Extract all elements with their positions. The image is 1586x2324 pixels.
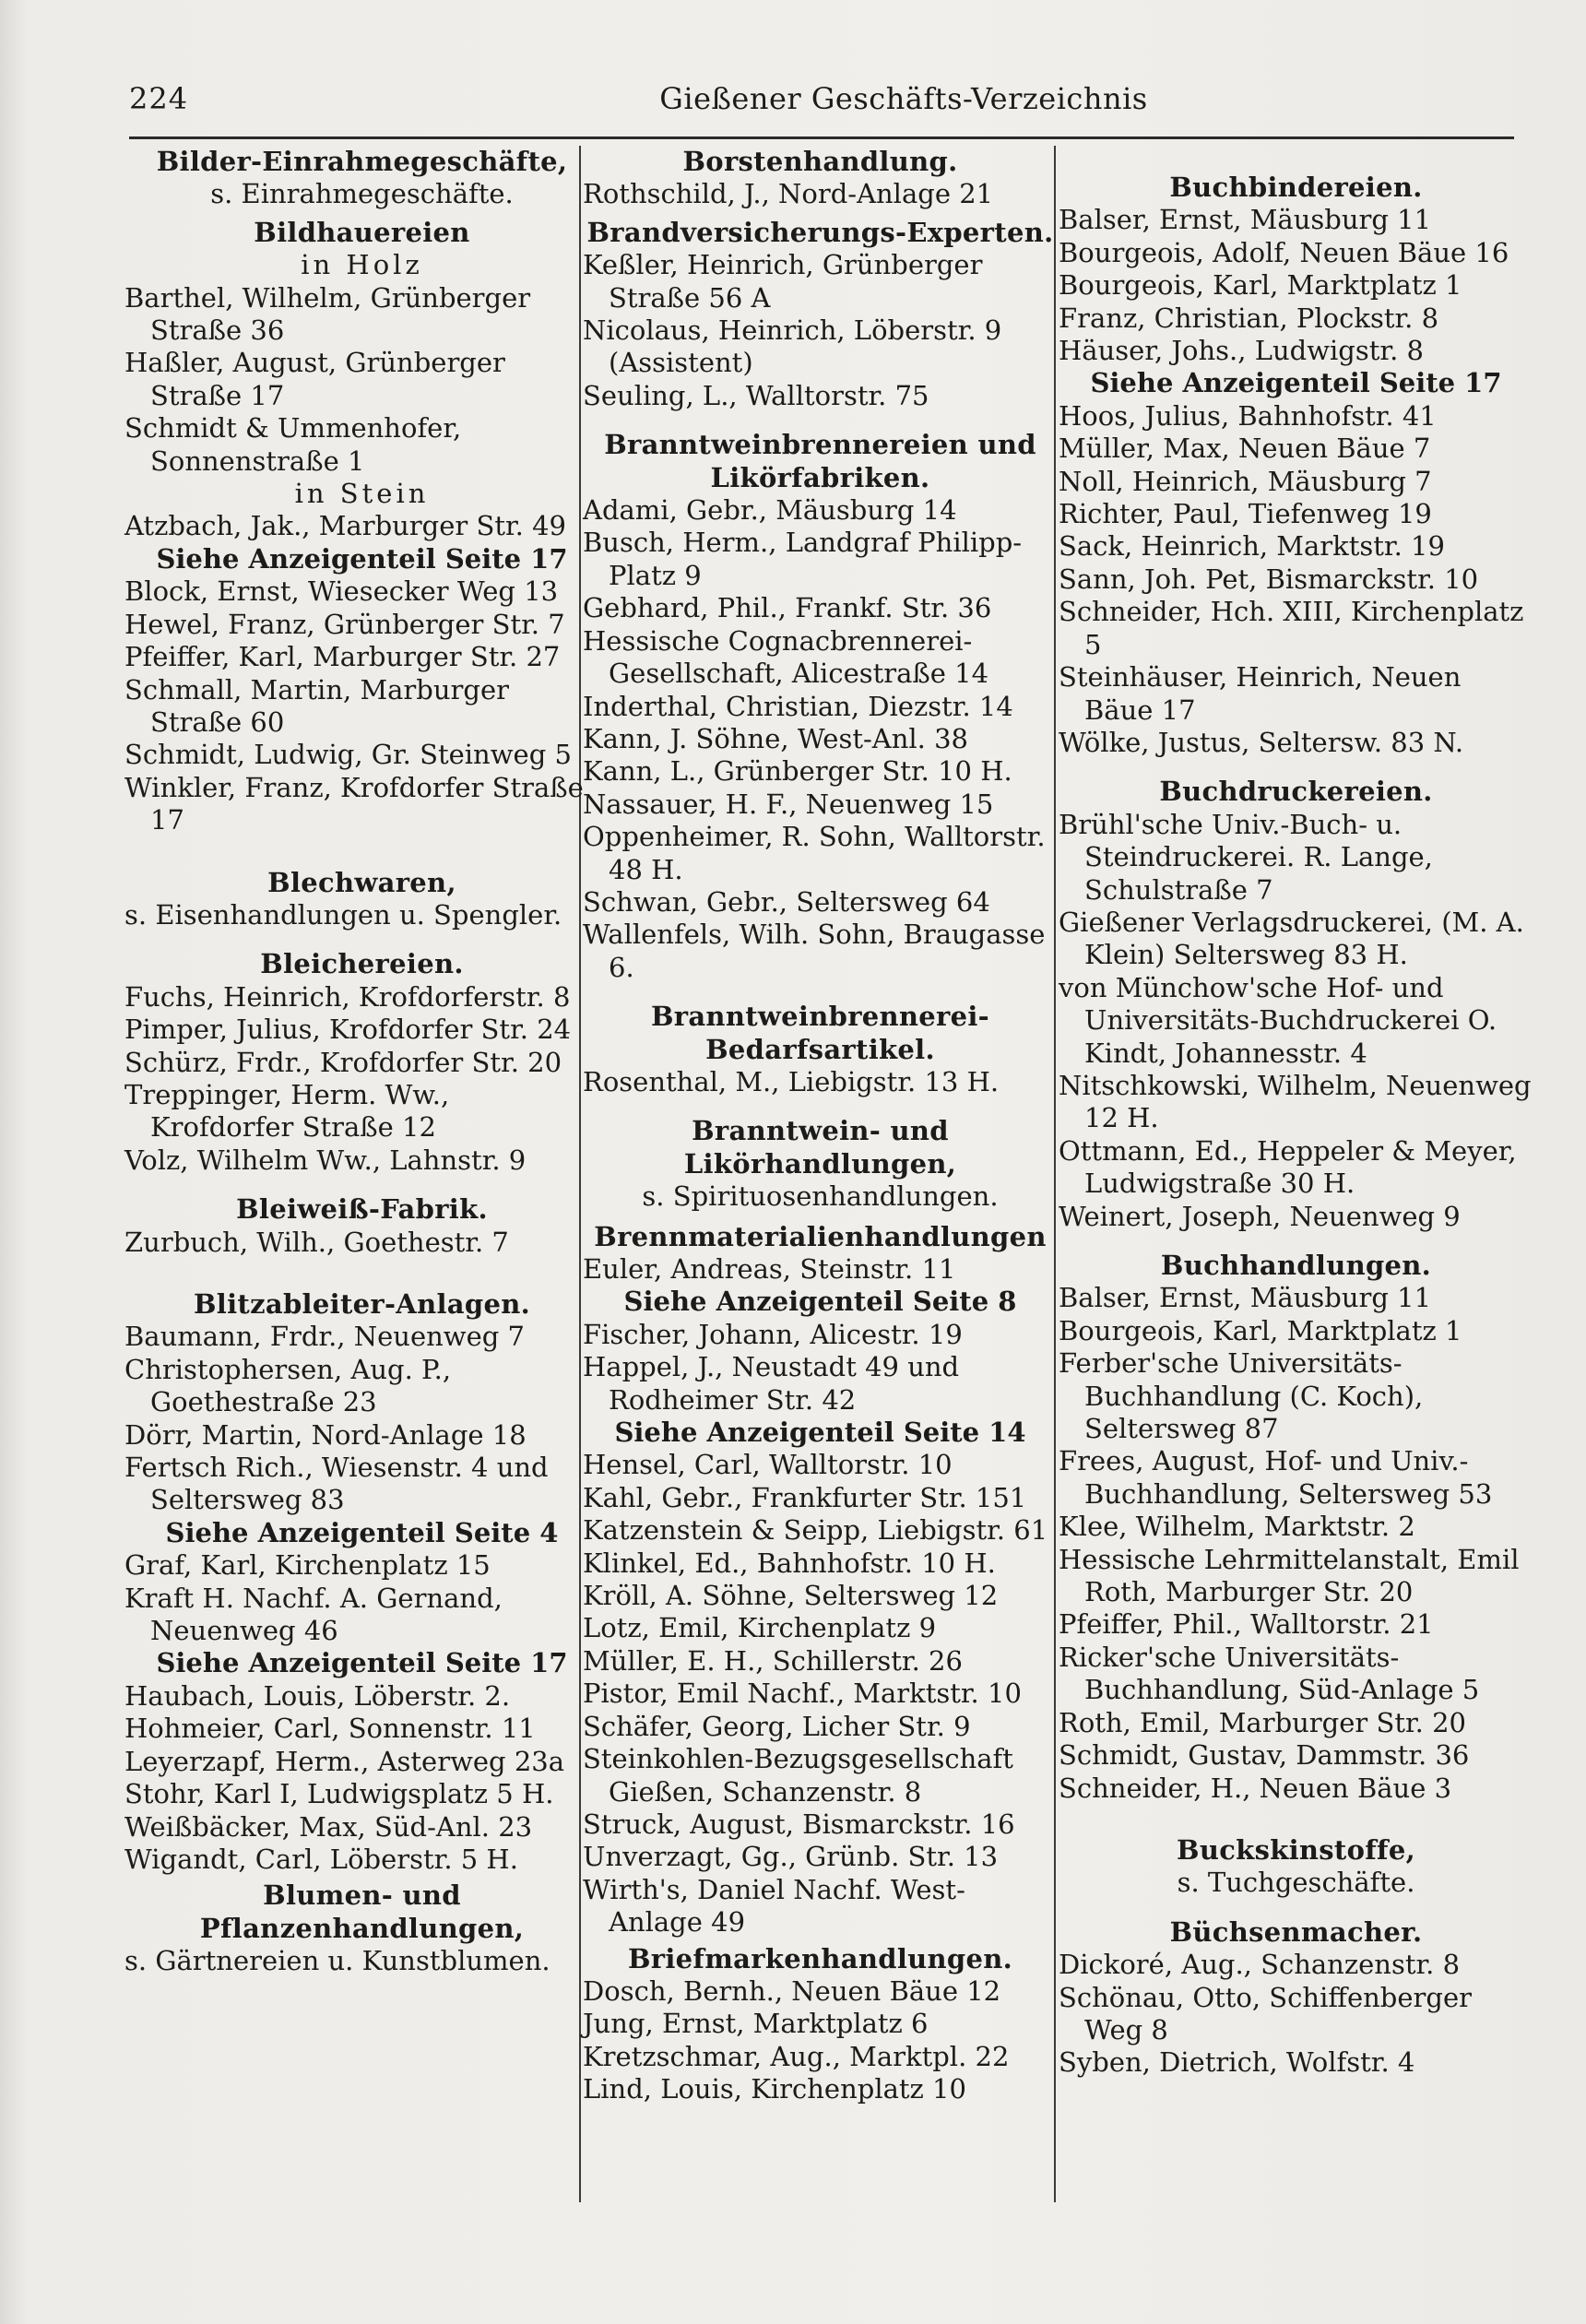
list-item: Inderthal, Christian, Diezstr. 14	[583, 690, 1013, 722]
list-item: Graf, Karl, Kirchenplatz 15	[124, 1549, 491, 1582]
list-item: Barthel, Wilhelm, Grünberger Straße 36	[124, 281, 531, 347]
list-item: Wallenfels, Wilh. Sohn, Braugasse 6.	[583, 919, 1046, 983]
list-item: Kröll, A. Söhne, Seltersweg 12	[583, 1580, 999, 1612]
list-item: Steinhäuser, Heinrich, Neuen Bäue 17	[1059, 661, 1462, 726]
list-item: Busch, Herm., Landgraf Philipp-Platz 9	[583, 527, 1023, 591]
list-item: Frees, August, Hof- und Univ.-Buchhandlung, Seltersweg 53	[1059, 1445, 1493, 1510]
column-right	[1059, 146, 1533, 2080]
list-item: Unverzagt, Gg., Grünb. Str. 13	[583, 1841, 999, 1873]
list-item: Euler, Andreas, Steinstr. 11	[583, 1253, 956, 1285]
section-heading: Buckskinstoffe,	[1177, 1833, 1415, 1866]
section-heading: Brandversicherungs-Experten.	[586, 216, 1054, 248]
list-item: Baumann, Frdr., Neuenweg 7	[124, 1321, 526, 1353]
list-item: Hohmeier, Carl, Sonnenstr. 11	[124, 1713, 536, 1745]
list-item: Noll, Heinrich, Mäusburg 7	[1059, 465, 1432, 497]
section-heading: Blumen- und Pflanzenhandlungen,	[199, 1879, 525, 1944]
list-item: Rothschild, J., Nord-Anlage 21	[583, 178, 994, 210]
list-item: Schäfer, Georg, Licher Str. 9	[583, 1710, 971, 1742]
page-header	[129, 81, 1512, 136]
list-item: Weinert, Joseph, Neuenweg 9	[1059, 1200, 1461, 1232]
list-item: Jung, Ernst, Marktplatz 6	[583, 2008, 929, 2040]
ad-reference: Siehe Anzeigenteil Seite 17	[1090, 367, 1502, 399]
list-item: Stohr, Karl I, Ludwigsplatz 5 H.	[124, 1778, 554, 1810]
section-heading: Bilder-Einrahmegeschäfte,	[156, 146, 568, 177]
list-item: Gebhard, Phil., Frankf. Str. 36	[583, 592, 992, 624]
list-item: Christophersen, Aug. P., Goethestraße 23	[124, 1353, 452, 1418]
list-item: Kahl, Gebr., Frankfurter Str. 151	[583, 1481, 1027, 1513]
section-heading: Bleichereien.	[260, 948, 464, 980]
list-item: Schmidt & Ummenhofer, Sonnenstraße 1	[124, 412, 462, 477]
list-item: Schneider, H., Neuen Bäue 3	[1059, 1772, 1452, 1804]
list-item: Treppinger, Herm. Ww., Krofdorfer Straße 12	[124, 1078, 450, 1144]
list-item: Müller, Max, Neuen Bäue 7	[1059, 433, 1431, 465]
section-heading: Branntweinbrennerei-Bedarfsartikel.	[650, 1001, 990, 1065]
section-heading: Brennmaterialienhandlungen	[594, 1220, 1047, 1252]
cross-reference: s. Einrahmegeschäfte.	[210, 178, 514, 210]
list-item: Nitschkowski, Wilhelm, Neuenweg 12 H.	[1059, 1069, 1532, 1134]
list-item: Balser, Ernst, Mäusburg 11	[1059, 204, 1432, 236]
list-item: Rosenthal, M., Liebigstr. 13 H.	[583, 1065, 1000, 1097]
list-item: Schmidt, Ludwig, Gr. Steinweg 5	[124, 739, 572, 771]
list-item: Dosch, Bernh., Neuen Bäue 12	[583, 1974, 1001, 2007]
ad-reference: Siehe Anzeigenteil Seite 4	[165, 1516, 559, 1548]
list-item: Atzbach, Jak., Marburger Str. 49	[124, 510, 567, 542]
list-item: Schneider, Hch. XIII, Kirchenplatz 5	[1059, 596, 1524, 660]
list-item: Oppenheimer, R. Sohn, Walltorstr. 48 H.	[583, 821, 1046, 885]
list-item: Hensel, Carl, Walltorstr. 10	[583, 1449, 953, 1481]
section-heading: Blitzableiter-Anlagen.	[193, 1288, 531, 1320]
list-item: Keßler, Heinrich, Grünberger Straße 56 A	[583, 249, 983, 314]
list-item: Wirth's, Daniel Nachf. West-Anlage 49	[583, 1873, 965, 1939]
list-item: Klee, Wilhelm, Marktstr. 2	[1059, 1511, 1415, 1543]
list-item: Nassauer, H. F., Neuenweg 15	[583, 788, 994, 820]
ad-reference: Siehe Anzeigenteil Seite 17	[156, 1647, 568, 1679]
section-heading: Bildhauereien	[254, 216, 470, 248]
list-item: Richter, Paul, Tiefenweg 19	[1059, 498, 1432, 530]
list-item: Bourgeois, Adolf, Neuen Bäue 16	[1059, 236, 1509, 268]
list-item: Syben, Dietrich, Wolfstr. 4	[1059, 2046, 1415, 2079]
list-item: Pistor, Emil Nachf., Marktstr. 10	[583, 1678, 1022, 1710]
list-item: Hoos, Julius, Bahnhofstr. 41	[1059, 399, 1437, 432]
list-item: Sack, Heinrich, Marktstr. 19	[1059, 530, 1445, 563]
ad-reference: Siehe Anzeigenteil Seite 14	[614, 1417, 1026, 1449]
list-item: Hessische Lehrmittelanstalt, Emil Roth, Marburger Str. 20	[1059, 1543, 1520, 1608]
list-item: Dörr, Martin, Nord-Anlage 18	[124, 1418, 527, 1451]
list-item: Adami, Gebr., Mäusburg 14	[583, 494, 957, 527]
list-item: Happel, J., Neustadt 49 und Rodheimer Str. 42	[583, 1351, 960, 1416]
list-item: Nicolaus, Heinrich, Löberstr. 9 (Assistent)	[583, 314, 1002, 379]
list-item: Katzenstein & Seipp, Liebigstr. 61	[583, 1514, 1048, 1547]
list-item: Balser, Ernst, Mäusburg 11	[1059, 1282, 1432, 1314]
column-middle	[583, 146, 1058, 2106]
list-item: Schönau, Otto, Schiffenberger Weg 8	[1059, 1981, 1472, 2045]
list-item: Hessische Cognacbrennerei-Gesellschaft, Alicestraße 14	[583, 624, 989, 690]
list-item: Steinkohlen-Bezugsgesellschaft Gießen, Schanzenstr. 8	[583, 1743, 1013, 1808]
list-item: Ferber'sche Universitäts-Buchhandlung (C. Koch), Seltersweg 87	[1059, 1347, 1424, 1445]
list-item: von Münchow'sche Hof- und Universitäts-Buchdruckerei O. Kindt, Johannesstr. 4	[1059, 971, 1497, 1069]
cross-reference: s. Gärtnereien u. Kunstblumen.	[124, 1945, 550, 1977]
list-item: Klinkel, Ed., Bahnhofstr. 10 H.	[583, 1547, 996, 1579]
column-left	[124, 146, 599, 1978]
list-item: Kretzschmar, Aug., Marktpl. 22	[583, 2040, 1010, 2072]
section-heading: Blechwaren,	[267, 866, 456, 898]
list-item: Hewel, Franz, Grünberger Str. 7	[124, 608, 565, 640]
list-item: Haubach, Louis, Löberstr. 2.	[124, 1679, 511, 1712]
section-heading: Branntweinbrennereien und Likörfabriken.	[604, 429, 1036, 493]
cross-reference: s. Tuchgeschäfte.	[1177, 1867, 1415, 1899]
list-item: Schürz, Frdr., Krofdorfer Str. 20	[124, 1046, 562, 1078]
list-item: Franz, Christian, Plockstr. 8	[1059, 302, 1439, 334]
list-item: Fertsch Rich., Wiesenstr. 4 und Seltersweg 83	[124, 1452, 549, 1516]
list-item: Ottmann, Ed., Heppeler & Meyer, Ludwigstraße 30 H.	[1059, 1134, 1517, 1200]
section-heading: Büchsenmacher.	[1169, 1915, 1423, 1948]
list-item: Winkler, Franz, Krofdorfer Straße 17	[124, 771, 584, 836]
section-heading: Buchbindereien.	[1169, 172, 1423, 203]
list-item: Zurbuch, Wilh., Goethestr. 7	[124, 1226, 509, 1258]
section-heading: Buchhandlungen.	[1160, 1250, 1432, 1281]
list-item: Schmall, Martin, Marburger Straße 60	[124, 673, 509, 738]
list-item: Kann, L., Grünberger Str. 10 H.	[583, 755, 1012, 788]
list-item: Leyerzapf, Herm., Asterweg 23a	[124, 1745, 565, 1777]
list-item: Sann, Joh. Pet, Bismarckstr. 10	[1059, 563, 1479, 595]
list-item: Gießener Verlagsdruckerei, (M. A. Klein) Seltersweg 83 H.	[1059, 906, 1524, 971]
ad-reference: Siehe Anzeigenteil Seite 17	[156, 542, 568, 575]
cross-reference: s. Spirituosenhandlungen.	[642, 1180, 999, 1213]
list-item: Struck, August, Bismarckstr. 16	[583, 1808, 1015, 1840]
list-item: Häuser, Johs., Ludwigstr. 8	[1059, 335, 1424, 367]
list-item: Dickoré, Aug., Schanzenstr. 8	[1059, 1949, 1461, 1981]
subsection-label: in Stein	[294, 478, 430, 510]
section-heading: Branntwein- und Likörhandlungen,	[683, 1115, 957, 1180]
list-item: Pfeiffer, Phil., Walltorstr. 21	[1059, 1608, 1434, 1641]
cross-reference: s. Eisenhandlungen u. Spengler.	[124, 898, 562, 931]
list-item: Pfeiffer, Karl, Marburger Str. 27	[124, 641, 561, 673]
section-heading: Bleiweiß-Fabrik.	[236, 1193, 488, 1226]
list-item: Block, Ernst, Wiesecker Weg 13	[124, 575, 559, 608]
subsection-label: in Holz	[301, 249, 423, 281]
header-rule	[129, 136, 1514, 139]
list-item: Wölke, Justus, Seltersw. 83 N.	[1059, 726, 1464, 758]
section-heading: Buchdruckereien.	[1159, 776, 1433, 808]
list-item: Bourgeois, Karl, Marktplatz 1	[1059, 269, 1462, 302]
list-item: Müller, E. H., Schillerstr. 26	[583, 1644, 963, 1677]
list-item: Schmidt, Gustav, Dammstr. 36	[1059, 1739, 1470, 1772]
section-heading: Borstenhandlung.	[682, 146, 958, 177]
ad-reference: Siehe Anzeigenteil Seite 8	[623, 1286, 1017, 1318]
list-item: Schwan, Gebr., Seltersweg 64	[583, 885, 990, 918]
running-title: Gießener Geschäfts-Verzeichnis	[659, 81, 1148, 116]
list-item: Roth, Emil, Marburger Str. 20	[1059, 1706, 1467, 1738]
list-item: Lotz, Emil, Kirchenplatz 9	[583, 1612, 937, 1644]
list-item: Brühl'sche Univ.-Buch- u. Steindruckerei. R. Lange, Schulstraße 7	[1059, 808, 1433, 906]
list-item: Seuling, L., Walltorstr. 75	[583, 379, 929, 411]
list-item: Pimper, Julius, Krofdorfer Str. 24	[124, 1014, 572, 1046]
list-item: Bourgeois, Karl, Marktplatz 1	[1059, 1314, 1462, 1346]
list-item: Kraft H. Nachf. A. Gernand, Neuenweg 46	[124, 1582, 503, 1647]
list-item: Fuchs, Heinrich, Krofdorferstr. 8	[124, 980, 571, 1013]
page-number: 224	[129, 81, 189, 116]
list-item: Weißbäcker, Max, Süd-Anl. 23	[124, 1810, 533, 1843]
list-item: Wigandt, Carl, Löberstr. 5 H.	[124, 1843, 518, 1875]
list-item: Fischer, Johann, Alicestr. 19	[583, 1318, 963, 1350]
list-item: Ricker'sche Universitäts-Buchhandlung, Süd-Anlage 5	[1059, 1641, 1480, 1706]
list-item: Kann, J. Söhne, West-Anl. 38	[583, 722, 969, 754]
list-item: Lind, Louis, Kirchenplatz 10	[583, 2073, 966, 2105]
section-heading: Briefmarkenhandlungen.	[627, 1942, 1013, 1974]
list-item: Haßler, August, Grünberger Straße 17	[124, 347, 505, 411]
list-item: Volz, Wilhelm Ww., Lahnstr. 9	[124, 1144, 527, 1176]
